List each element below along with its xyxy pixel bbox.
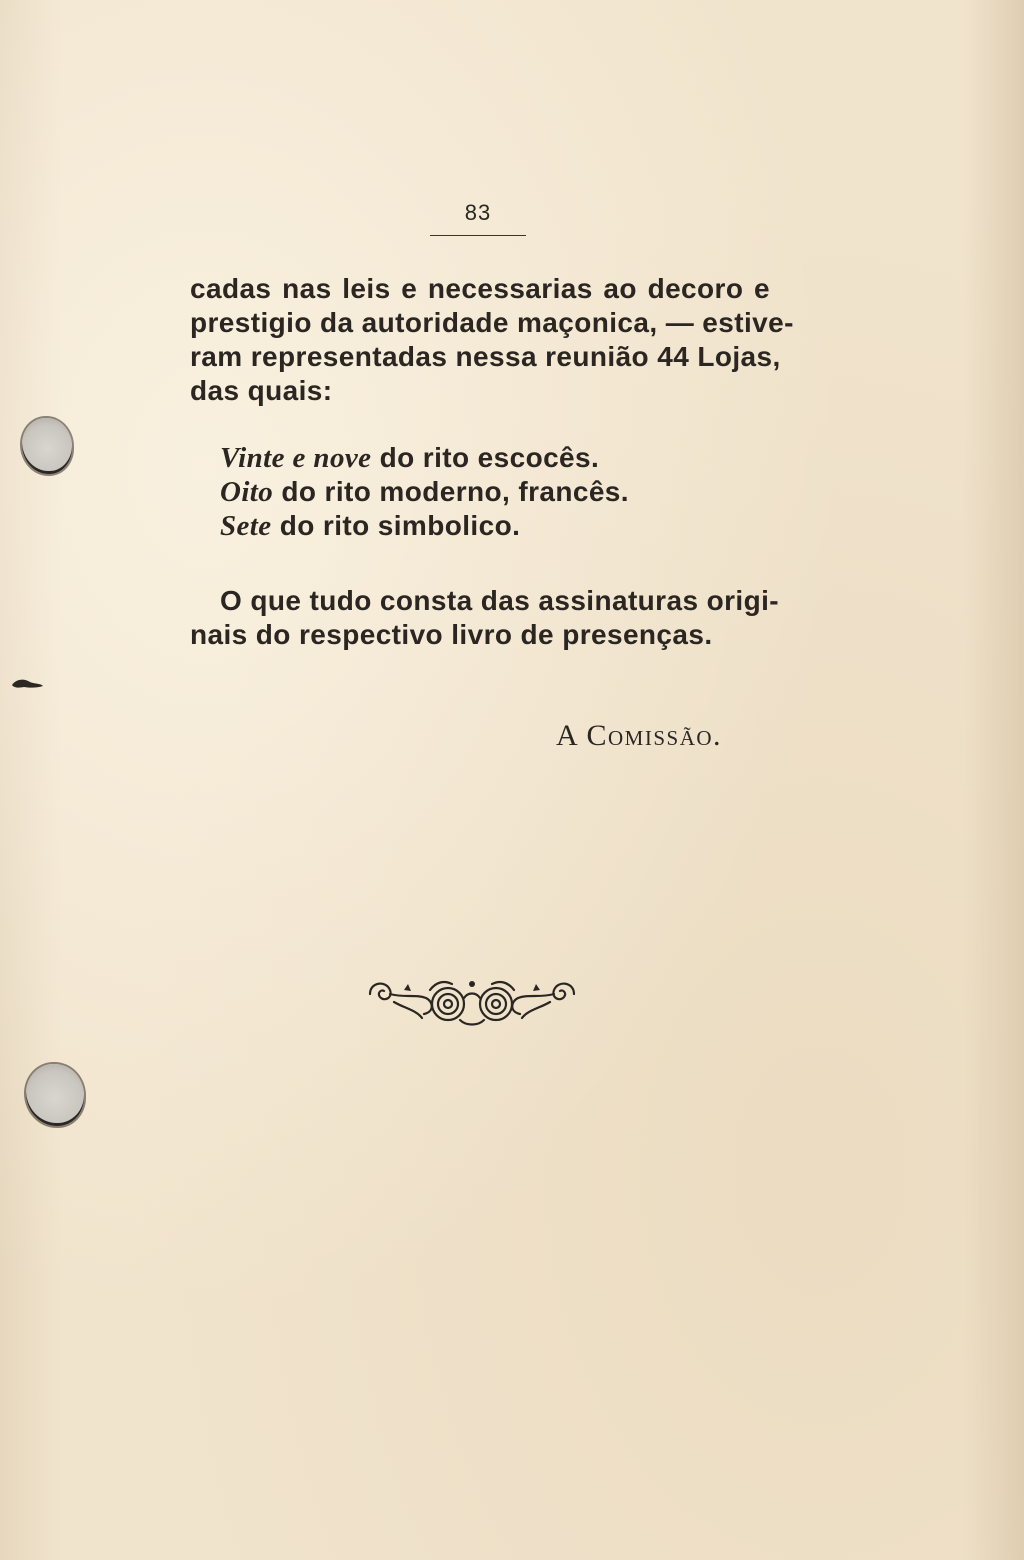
- signature: A Comissão.: [556, 719, 723, 752]
- page-number-rule: [430, 235, 526, 236]
- list-item: [220, 441, 800, 475]
- list-item: [220, 475, 800, 509]
- lodge-count-list: [220, 441, 800, 543]
- text-line: ram representadas nessa reunião 44 Lojas,: [190, 341, 781, 372]
- list-item-lead: Oito: [220, 476, 274, 508]
- list-item-rest: do rito escocês.: [371, 442, 600, 473]
- paragraph-closing: [190, 584, 779, 652]
- text-line: nais do respectivo livro de presenças.: [190, 619, 713, 650]
- page-number: 83: [464, 200, 492, 225]
- punch-hole-bottom: [26, 1064, 84, 1126]
- list-item-lead: Sete: [220, 510, 272, 542]
- list-item-lead: Vinte e nove: [220, 442, 372, 474]
- text-line: das quais:: [190, 375, 333, 406]
- list-item-rest: do rito moderno, francês.: [273, 476, 629, 507]
- ink-speck-icon: [10, 676, 44, 690]
- paragraph-continuation: [190, 272, 794, 408]
- text-line: prestigio da autoridade maçonica, — estive-: [190, 307, 794, 338]
- list-item: [220, 509, 800, 543]
- text-line: O que tudo consta das assinaturas origi-: [220, 585, 779, 616]
- punch-hole-top: [22, 418, 72, 474]
- text-line: cadas nas leis e necessarias ao decoro e: [190, 273, 770, 304]
- list-item-rest: do rito simbolico.: [271, 510, 521, 541]
- scroll-vignette-icon: [364, 968, 580, 1032]
